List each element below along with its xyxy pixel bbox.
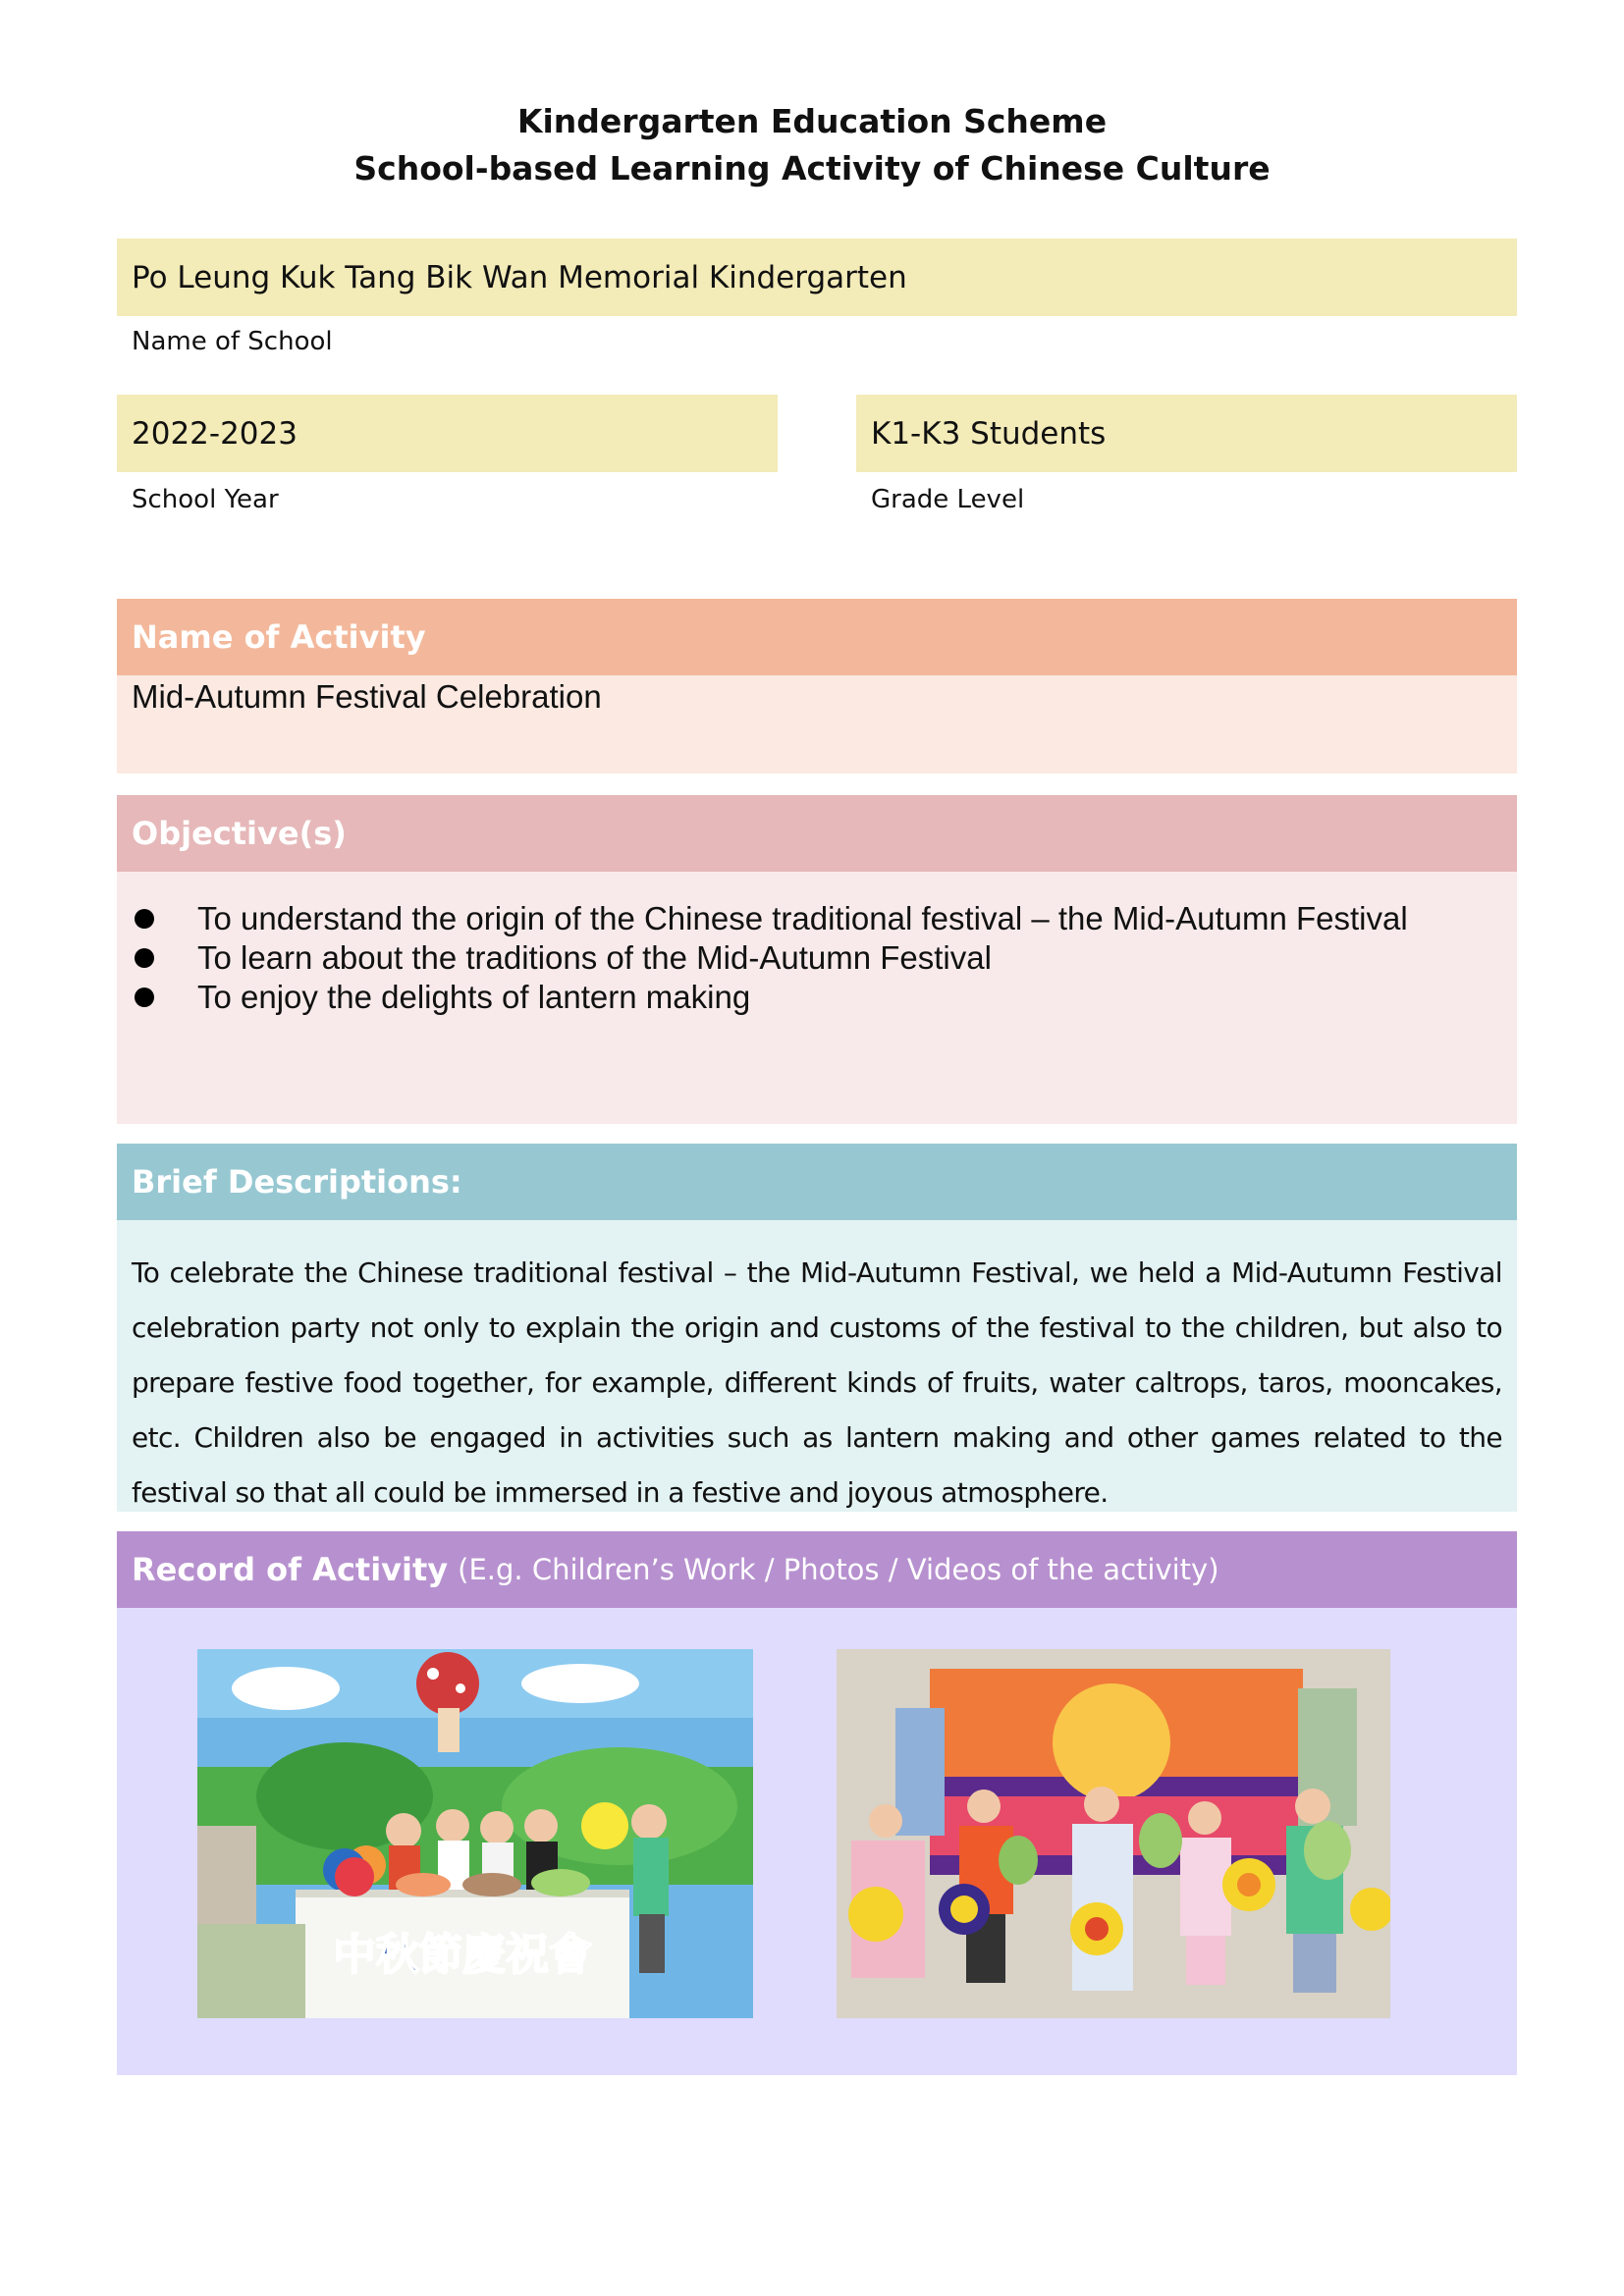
document-title-line2: School-based Learning Activity of Chinese Culture (353, 149, 1271, 187)
objective-item (117, 978, 1408, 1017)
record-heading-text: Record of Activity (132, 1551, 449, 1588)
bullet-icon (135, 909, 154, 929)
objective-text: To understand the origin of the Chinese traditional festival – the Mid-Autumn Festival (197, 900, 1408, 936)
objectives-body (117, 872, 1517, 1124)
grade-level-field: K1-K3 Students (856, 395, 1517, 472)
record-of-activity-heading (117, 1531, 1517, 1608)
activity-name-heading: Name of Activity (117, 599, 1517, 675)
objectives-list (117, 899, 1408, 1017)
activity-photo-party-table (197, 1649, 753, 2018)
school-year-field: 2022-2023 (117, 395, 778, 472)
activity-photo-lanterns (837, 1649, 1390, 2018)
brief-descriptions-heading: Brief Descriptions: (117, 1144, 1517, 1220)
bullet-icon (135, 948, 154, 968)
objective-item (117, 899, 1408, 938)
brief-descriptions-text: To celebrate the Chinese traditional festival – the Mid-Autumn Festival, we held a Mid-Autumn Festival celebration party not only to explain the origin and customs of the festival to the children, but also to prepare festive food together, for example, different kinds of fruits, water caltrops, taros, mooncakes, etc. Children also be engaged in activities such as lantern making and other games related to the festival so that all could be immersed in a festive and joyous atmosphere. (132, 1256, 1502, 1509)
bullet-icon (135, 988, 154, 1007)
objective-item (117, 938, 1408, 978)
school-name-label: Name of School (132, 327, 333, 356)
school-year-label: School Year (132, 485, 279, 514)
objective-text: To enjoy the delights of lantern making (197, 979, 751, 1015)
brief-descriptions-body (117, 1220, 1517, 1512)
document-title-line1: Kindergarten Education Scheme (516, 102, 1108, 140)
activity-name-text: Mid-Autumn Festival Celebration (132, 678, 602, 715)
school-name-field: Po Leung Kuk Tang Bik Wan Memorial Kindergarten (117, 239, 1517, 316)
record-subheading-text: (E.g. Children’s Work / Photos / Videos of the activity) (458, 1553, 1219, 1586)
grade-level-label: Grade Level (871, 485, 1025, 514)
objective-text: To learn about the traditions of the Mid-Autumn Festival (197, 939, 992, 976)
record-of-activity-body (117, 1608, 1517, 2075)
objectives-heading: Objective(s) (117, 795, 1517, 872)
activity-name-body (117, 675, 1517, 774)
photo-banner-text: 中秋節慶祝會 (333, 1930, 592, 1980)
